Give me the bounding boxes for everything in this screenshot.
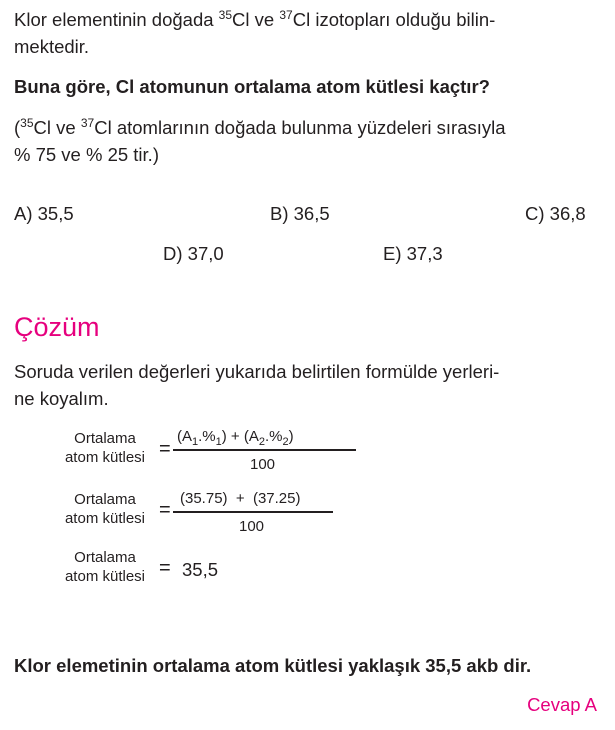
conclusion-text: Klor elemetinin ortalama atom kütlesi yaklaşık 35,5 akb dir. (14, 655, 532, 676)
question-intro: Klor elementinin doğada (14, 9, 219, 30)
fraction-bar (173, 511, 333, 513)
plus-sign: + (226, 428, 244, 445)
denominator: 100 (250, 456, 276, 473)
formula-lhs (50, 548, 160, 586)
symbolic-numerator (177, 428, 294, 448)
solution-line2: ne koyalım. (14, 388, 109, 409)
numeric-numerator: (35.75) + (37.25) (180, 490, 301, 507)
equals-sign: = (159, 499, 171, 521)
choice-a[interactable]: A) 35,5 (14, 203, 74, 224)
term-pct: .% (198, 428, 216, 445)
solution-line1: Soruda verilen değerleri yukarıda belirtilen formülde yerleri- (14, 361, 500, 382)
question-text (14, 6, 495, 60)
lhs-line1: Ortalama (74, 549, 136, 566)
choice-c[interactable]: C) 36,8 (525, 203, 586, 224)
chlorine-symbol: Cl (33, 117, 52, 138)
lhs-line1: Ortalama (74, 491, 136, 508)
question-connector: ve (249, 9, 280, 30)
term-pct: .% (265, 428, 283, 445)
subscript: 2 (282, 436, 289, 448)
formula-lhs (50, 429, 160, 467)
denominator: 100 (239, 518, 265, 535)
lhs-line2: atom kütlesi (64, 510, 146, 527)
chlorine-symbol: Cl (232, 9, 250, 30)
choice-e[interactable]: E) 37,3 (383, 243, 443, 264)
isotope-35-superscript: 35 (218, 8, 233, 22)
isotope-35-superscript: 35 (20, 116, 34, 130)
chlorine-symbol: Cl (94, 117, 112, 138)
solution-heading: Çözüm (14, 312, 100, 342)
note-connector: ve (51, 117, 81, 138)
choice-d[interactable]: D) 37,0 (163, 243, 224, 264)
solution-text (14, 358, 499, 412)
answer-label: Cevap A (527, 694, 597, 715)
chlorine-symbol: Cl (292, 9, 311, 30)
result-value: 35,5 (182, 559, 219, 580)
lhs-line2: atom kütlesi (64, 449, 146, 466)
lhs-line2: atom kütlesi (64, 568, 146, 585)
choice-b[interactable]: B) 36,5 (270, 203, 330, 224)
equals-sign: = (159, 438, 171, 460)
paren-close: ) (221, 428, 227, 445)
question-intro-end: izotopları olduğu bilin- (310, 9, 496, 30)
question-note (14, 114, 506, 168)
note-line2: % 75 ve % 25 tir.) (14, 144, 159, 165)
subscript: 1 (215, 436, 222, 448)
fraction-bar (173, 449, 356, 451)
equals-sign: = (159, 557, 171, 579)
formula-lhs (50, 490, 160, 528)
lhs-line1: Ortalama (74, 430, 136, 447)
isotope-37-superscript: 37 (279, 8, 293, 22)
paren-close: ) (288, 428, 294, 445)
paren-open: ( (14, 117, 21, 138)
note-text: atomlarının doğada bulunma yüzdeleri sırasıyla (111, 117, 506, 138)
question-bold: Buna göre, Cl atomunun ortalama atom kütlesi kaçtır? (14, 76, 490, 97)
subscript: 1 (192, 436, 199, 448)
isotope-37-superscript: 37 (80, 116, 95, 130)
question-intro-line2: mektedir. (14, 36, 90, 57)
term-a: (A (243, 428, 259, 445)
subscript: 2 (258, 436, 265, 448)
term-a: (A (177, 428, 192, 445)
